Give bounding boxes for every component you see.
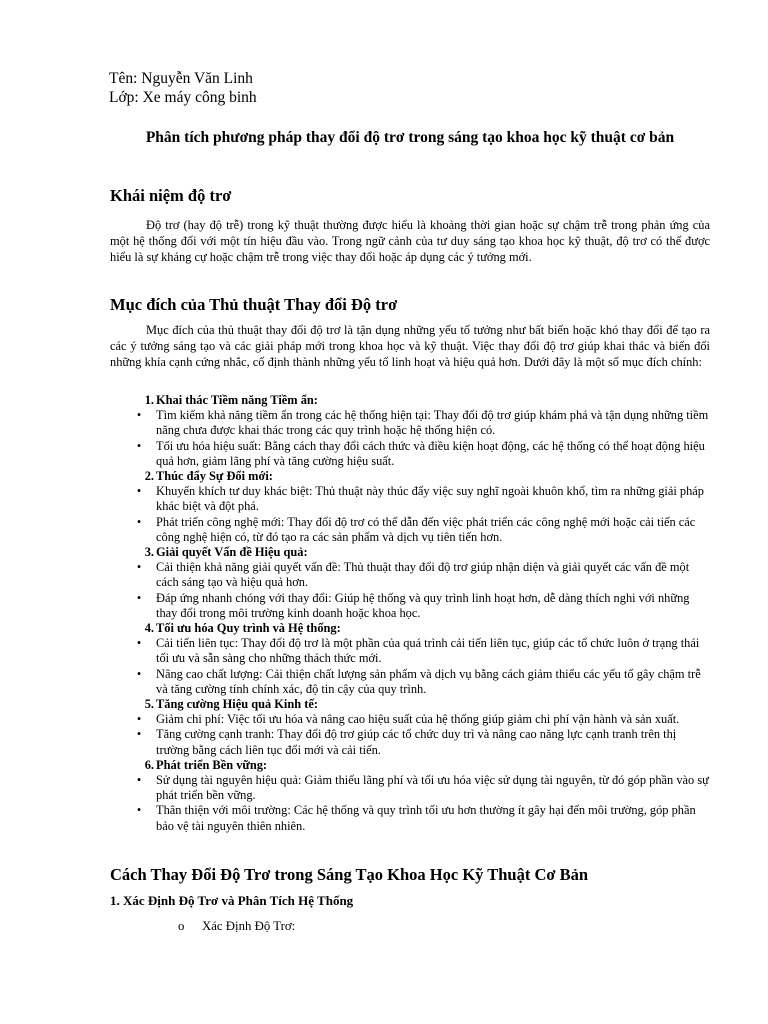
concept-paragraph: Độ trơ (hay độ trễ) trong kỹ thuật thường được hiểu là khoảng thời gian hoặc sự chậm trễ trong phản ứng của một hệ thống đối với một tín hiệu đầu vào. Trong ngữ cảnh của tư duy sáng tạo khoa học kỹ thuật, độ trơ có thể được hiểu là sự kháng cự hoặc chậm trễ trong việc thay đổi hoặc áp dụng các ý tưởng mới. — [110, 218, 710, 265]
bullet-dot-icon: • — [136, 773, 142, 788]
document-title: Phân tích phương pháp thay đổi độ trơ trong sáng tạo khoa học kỹ thuật cơ bản — [145, 129, 675, 146]
section-heading-purpose: Mục đích của Thủ thuật Thay đổi Độ trơ — [110, 295, 398, 314]
list-bullet — [110, 439, 710, 469]
purpose-list — [110, 393, 710, 834]
list-item-heading — [110, 697, 710, 712]
list-item-title: Phát triển Bền vững: — [156, 757, 268, 772]
bullet-text: Nâng cao chất lượng: Cải thiện chất lượng sản phẩm và dịch vụ bằng cách giảm thiểu các yếu tố gây chậm trễ và tăng cường tính chính xác, độ tin cậy của quy trình. — [156, 666, 701, 696]
circle-bullet-icon: o — [178, 919, 185, 933]
list-bullet — [110, 636, 710, 666]
method-subheading: 1. Xác Định Độ Trơ và Phân Tích Hệ Thống — [110, 893, 354, 908]
list-item-heading — [110, 393, 710, 408]
bullet-dot-icon: • — [136, 712, 142, 727]
list-bullet — [110, 727, 710, 757]
bullet-text: Cải thiện khả năng giải quyết vấn đề: Thủ thuật thay đổi độ trơ giúp nhận diện và giải quyết các vấn đề một cách sáng tạo và hiệu quả hơn. — [156, 560, 690, 590]
student-class: Lớp: Xe máy công binh — [109, 89, 257, 106]
list-item-title: Khai thác Tiềm năng Tiềm ẩn: — [156, 393, 318, 407]
list-item-number: 5. — [144, 697, 154, 712]
list-item-title: Tối ưu hóa Quy trình và Hệ thống: — [156, 621, 341, 636]
bullet-text: Phát triển công nghệ mới: Thay đổi độ trơ có thể dẫn đến việc phát triển các công nghệ mới hoặc cải tiến các công nghệ hiện có, từ đó tạo ra các sản phẩm và dịch vụ tiên tiến hơn. — [156, 514, 696, 544]
list-item-heading — [110, 621, 710, 636]
list-item-number: 3. — [144, 545, 154, 560]
student-header — [109, 69, 257, 107]
list-item-number: 2. — [144, 469, 154, 484]
list-bullet — [110, 667, 710, 697]
list-item-number: 1. — [144, 393, 154, 407]
bullet-dot-icon: • — [136, 636, 142, 651]
bullet-dot-icon: • — [136, 560, 142, 575]
bullet-text: Khuyến khích tư duy khác biệt: Thủ thuật này thúc đẩy việc suy nghĩ ngoài khuôn khổ, tìm ra những giải pháp khác biệt và đột phá. — [156, 484, 704, 514]
bullet-text: Thân thiện với môi trường: Các hệ thống và quy trình tối ưu hơn thường ít gây hại đến môi trường, góp phần bảo vệ tài nguyên thiên nhiên. — [156, 803, 696, 833]
section-heading-concept: Khái niệm độ trơ — [110, 186, 232, 205]
sub-item-text: Xác Định Độ Trơ: — [202, 919, 296, 933]
list-item-title: Giải quyết Vấn đề Hiệu quả: — [156, 545, 308, 560]
bullet-text: Cải tiến liên tục: Thay đổi độ trơ là một phần của quá trình cải tiến liên tục, giúp các tổ chức luôn ở trạng thái tối ưu và sẵn sàng cho những thách thức mới. — [156, 636, 700, 666]
list-bullet — [110, 591, 710, 621]
list-item-title: Tăng cường Hiệu quả Kinh tế: — [156, 697, 318, 712]
bullet-dot-icon: • — [136, 590, 142, 605]
bullet-dot-icon: • — [136, 803, 142, 818]
method-sub-item — [178, 919, 295, 934]
bullet-text: Tối ưu hóa hiệu suất: Bằng cách thay đổi cách thức và điều kiện hoạt động, các hệ thống có thể hoạt động hiệu quả hơn, giảm lãng phí và tăng cường hiệu suất. — [156, 438, 705, 468]
bullet-dot-icon: • — [136, 408, 142, 423]
list-item-number: 4. — [144, 621, 154, 636]
list-bullet — [110, 408, 710, 438]
list-bullet — [110, 484, 710, 514]
bullet-dot-icon: • — [136, 727, 142, 742]
bullet-dot-icon: • — [136, 438, 142, 453]
purpose-paragraph: Mục đích của thủ thuật thay đổi độ trơ là tận dụng những yếu tố tưởng như bất biến hoặc khó thay đổi để tạo ra các ý tưởng sáng tạo và các giải pháp mới trong khoa học và kỹ thuật. Việc thay đổi độ trơ giúp khai thác và biến đổi những khía cạnh cứng nhắc, cố định thành những yếu tố linh hoạt và hiệu quả hơn. Dưới đây là một số mục đích chính: — [110, 323, 710, 370]
bullet-dot-icon: • — [136, 484, 142, 499]
list-bullet — [110, 560, 710, 590]
list-bullet — [110, 803, 710, 833]
bullet-text: Tìm kiếm khả năng tiềm ẩn trong các hệ thống hiện tại: Thay đổi độ trơ giúp khám phá và tận dụng những tiềm năng chưa được khai thác trong các quy trình hoặc hệ thống hiện có. — [156, 408, 709, 438]
section-heading-method: Cách Thay Đổi Độ Trơ trong Sáng Tạo Khoa Học Kỹ Thuật Cơ Bản — [110, 865, 589, 884]
list-bullet — [110, 773, 710, 803]
bullet-text: Tăng cường cạnh tranh: Thay đổi độ trơ giúp các tổ chức duy trì và nâng cao năng lực cạnh tranh trên thị trường bằng cách liên tục đổi mới và cải tiến. — [156, 727, 677, 757]
student-name: Tên: Nguyễn Văn Linh — [109, 70, 253, 87]
list-item-heading — [110, 469, 710, 484]
bullet-dot-icon: • — [136, 514, 142, 529]
bullet-text: Sử dụng tài nguyên hiệu quả: Giảm thiểu lãng phí và tối ưu hóa việc sử dụng tài nguyên, từ đó góp phần vào sự phát triển bền vững. — [156, 773, 709, 803]
bullet-dot-icon: • — [136, 666, 142, 681]
list-item-heading — [110, 758, 710, 773]
list-item-heading — [110, 545, 710, 560]
list-item-title: Thúc đẩy Sự Đổi mới: — [156, 469, 273, 484]
bullet-text: Giảm chi phí: Việc tối ưu hóa và nâng cao hiệu suất của hệ thống giúp giảm chi phí vận hành và sản xuất. — [156, 712, 680, 727]
list-bullet — [110, 515, 710, 545]
list-item-number: 6. — [144, 757, 154, 772]
bullet-text: Đáp ứng nhanh chóng với thay đổi: Giúp hệ thống và quy trình linh hoạt hơn, dễ dàng thích nghi với những thay đổi trong môi trường kinh doanh hoặc khoa học. — [156, 590, 690, 620]
list-bullet — [110, 712, 710, 727]
